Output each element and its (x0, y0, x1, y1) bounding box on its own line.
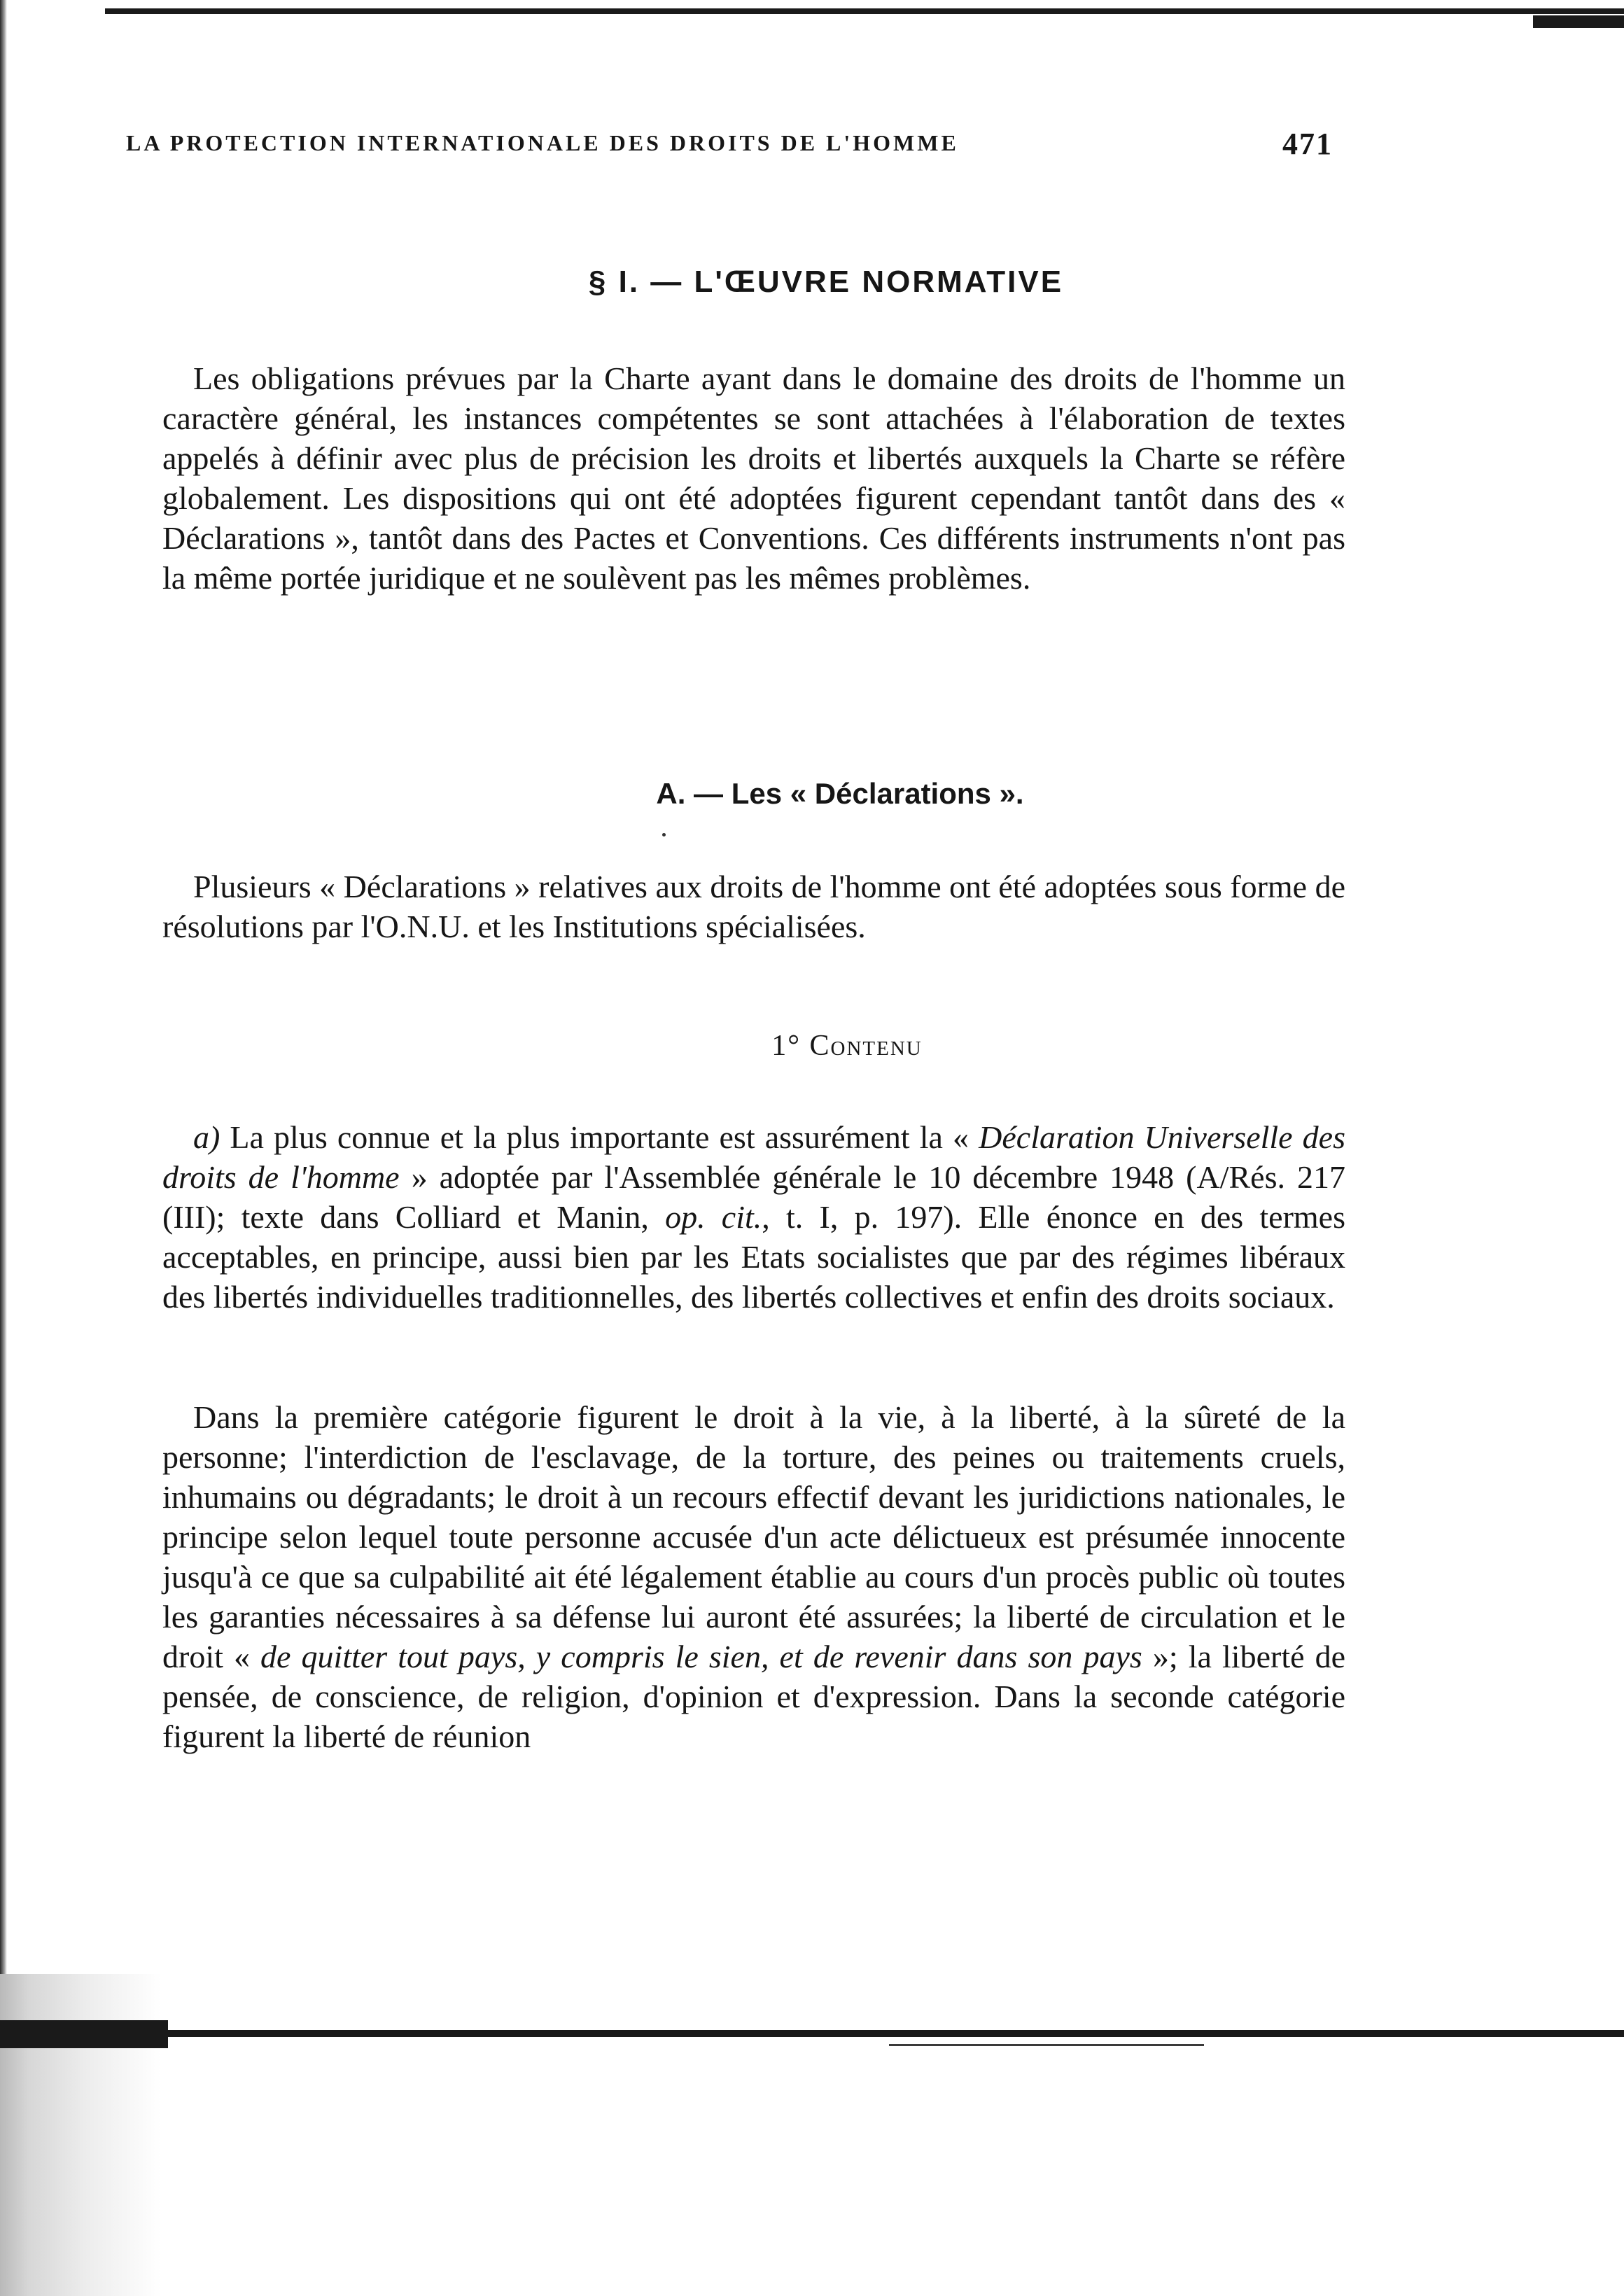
paragraph-b-text-2: »; la liberté de pensée, de conscience, de religion, d'opinion et d'expression. Dans la seconde catégorie figurent la liberté de réunion (162, 1639, 1346, 1754)
paragraph-b-italic-1: de quitter tout pays, y compris le sien, et de revenir dans son pays (260, 1639, 1142, 1674)
paragraph-b-text-1: Dans la première catégorie figurent le droit à la vie, à la liberté, à la sûreté de la personne; l'interdiction de l'esclavage, de la torture, des peines ou traitements cruels, inhumains ou dégradants; le droit à un recours effectif devant les juridictions nationales, le principe selon lequel toute personne accusée d'un acte délictueux est présumée innocente jusqu'à ce que sa culpabilité ait été légalement établie au cours d'un procès public où toutes les garanties nécessaires à sa défense lui auront été assurées; la liberté de circulation et le droit « (162, 1399, 1345, 1674)
scan-border-bottom (154, 2030, 1624, 2037)
scan-border-bottom-thin (889, 2044, 1204, 2046)
paragraph-a-italic-2: op. cit. (665, 1199, 762, 1235)
subsection-a-paragraph (162, 867, 1345, 946)
paragraph-b (162, 1397, 1345, 1756)
intro-paragraph (162, 358, 1345, 598)
subsection-a-paragraph-text: Plusieurs « Déclarations » relatives aux droits de l'homme ont été adoptées sous forme de résolutions par l'O.N.U. et les Institutions spécialisées. (162, 869, 1345, 944)
paragraph-a (162, 1117, 1345, 1317)
scan-speck (662, 833, 666, 836)
subsection-contenu-title: 1° Contenu (771, 1030, 923, 1062)
paragraph-a-text-3: , t. I, p. 197). Elle énonce en des termes acceptables, en principe, aussi bien par les Etats socialistes que par des régimes libéraux des libertés individuelles traditionnelles, des libertés collectives et enfin des droits sociaux. (162, 1199, 1346, 1315)
running-head: LA PROTECTION INTERNATIONALE DES DROITS DE L'HOMME (126, 130, 959, 155)
paragraph-a-marker: a) (193, 1119, 220, 1155)
paragraph-a-text-1: La plus connue et la plus importante est assurément la « (220, 1119, 979, 1155)
intro-paragraph-text: Les obligations prévues par la Charte ayant dans le domaine des droits de l'homme un caractère général, les instances compétentes se sont attachées à l'élaboration de textes appelés à définir avec plus de précision les droits et libertés auxquels la Charte se réfère globalement. Les dispositions qui ont été adoptées figurent cependant tantôt dans des « Déclarations », tantôt dans des Pactes et Conventions. Ces différents instruments n'ont pas la même portée juridique et ne soulèvent pas les mêmes problèmes. (162, 360, 1345, 596)
paragraph-a-italic-1: Déclaration Universelle des droits de l'homme (162, 1119, 1346, 1195)
scan-border-top-right (1533, 15, 1624, 28)
scan-border-top (105, 8, 1624, 14)
page-number: 471 (1282, 127, 1333, 161)
scan-border-bottom-left (0, 2020, 168, 2048)
section-title: § I. — L'ŒUVRE NORMATIVE (588, 265, 1064, 299)
paragraph-a-text-2: » adoptée par l'Assemblée générale le 10 décembre 1948 (A/Rés. 217 (III); texte dans Colliard et Manin, (162, 1159, 1345, 1235)
subsection-a-title: A. — Les « Déclarations ». (656, 777, 1024, 810)
scan-border-left (0, 0, 7, 2296)
